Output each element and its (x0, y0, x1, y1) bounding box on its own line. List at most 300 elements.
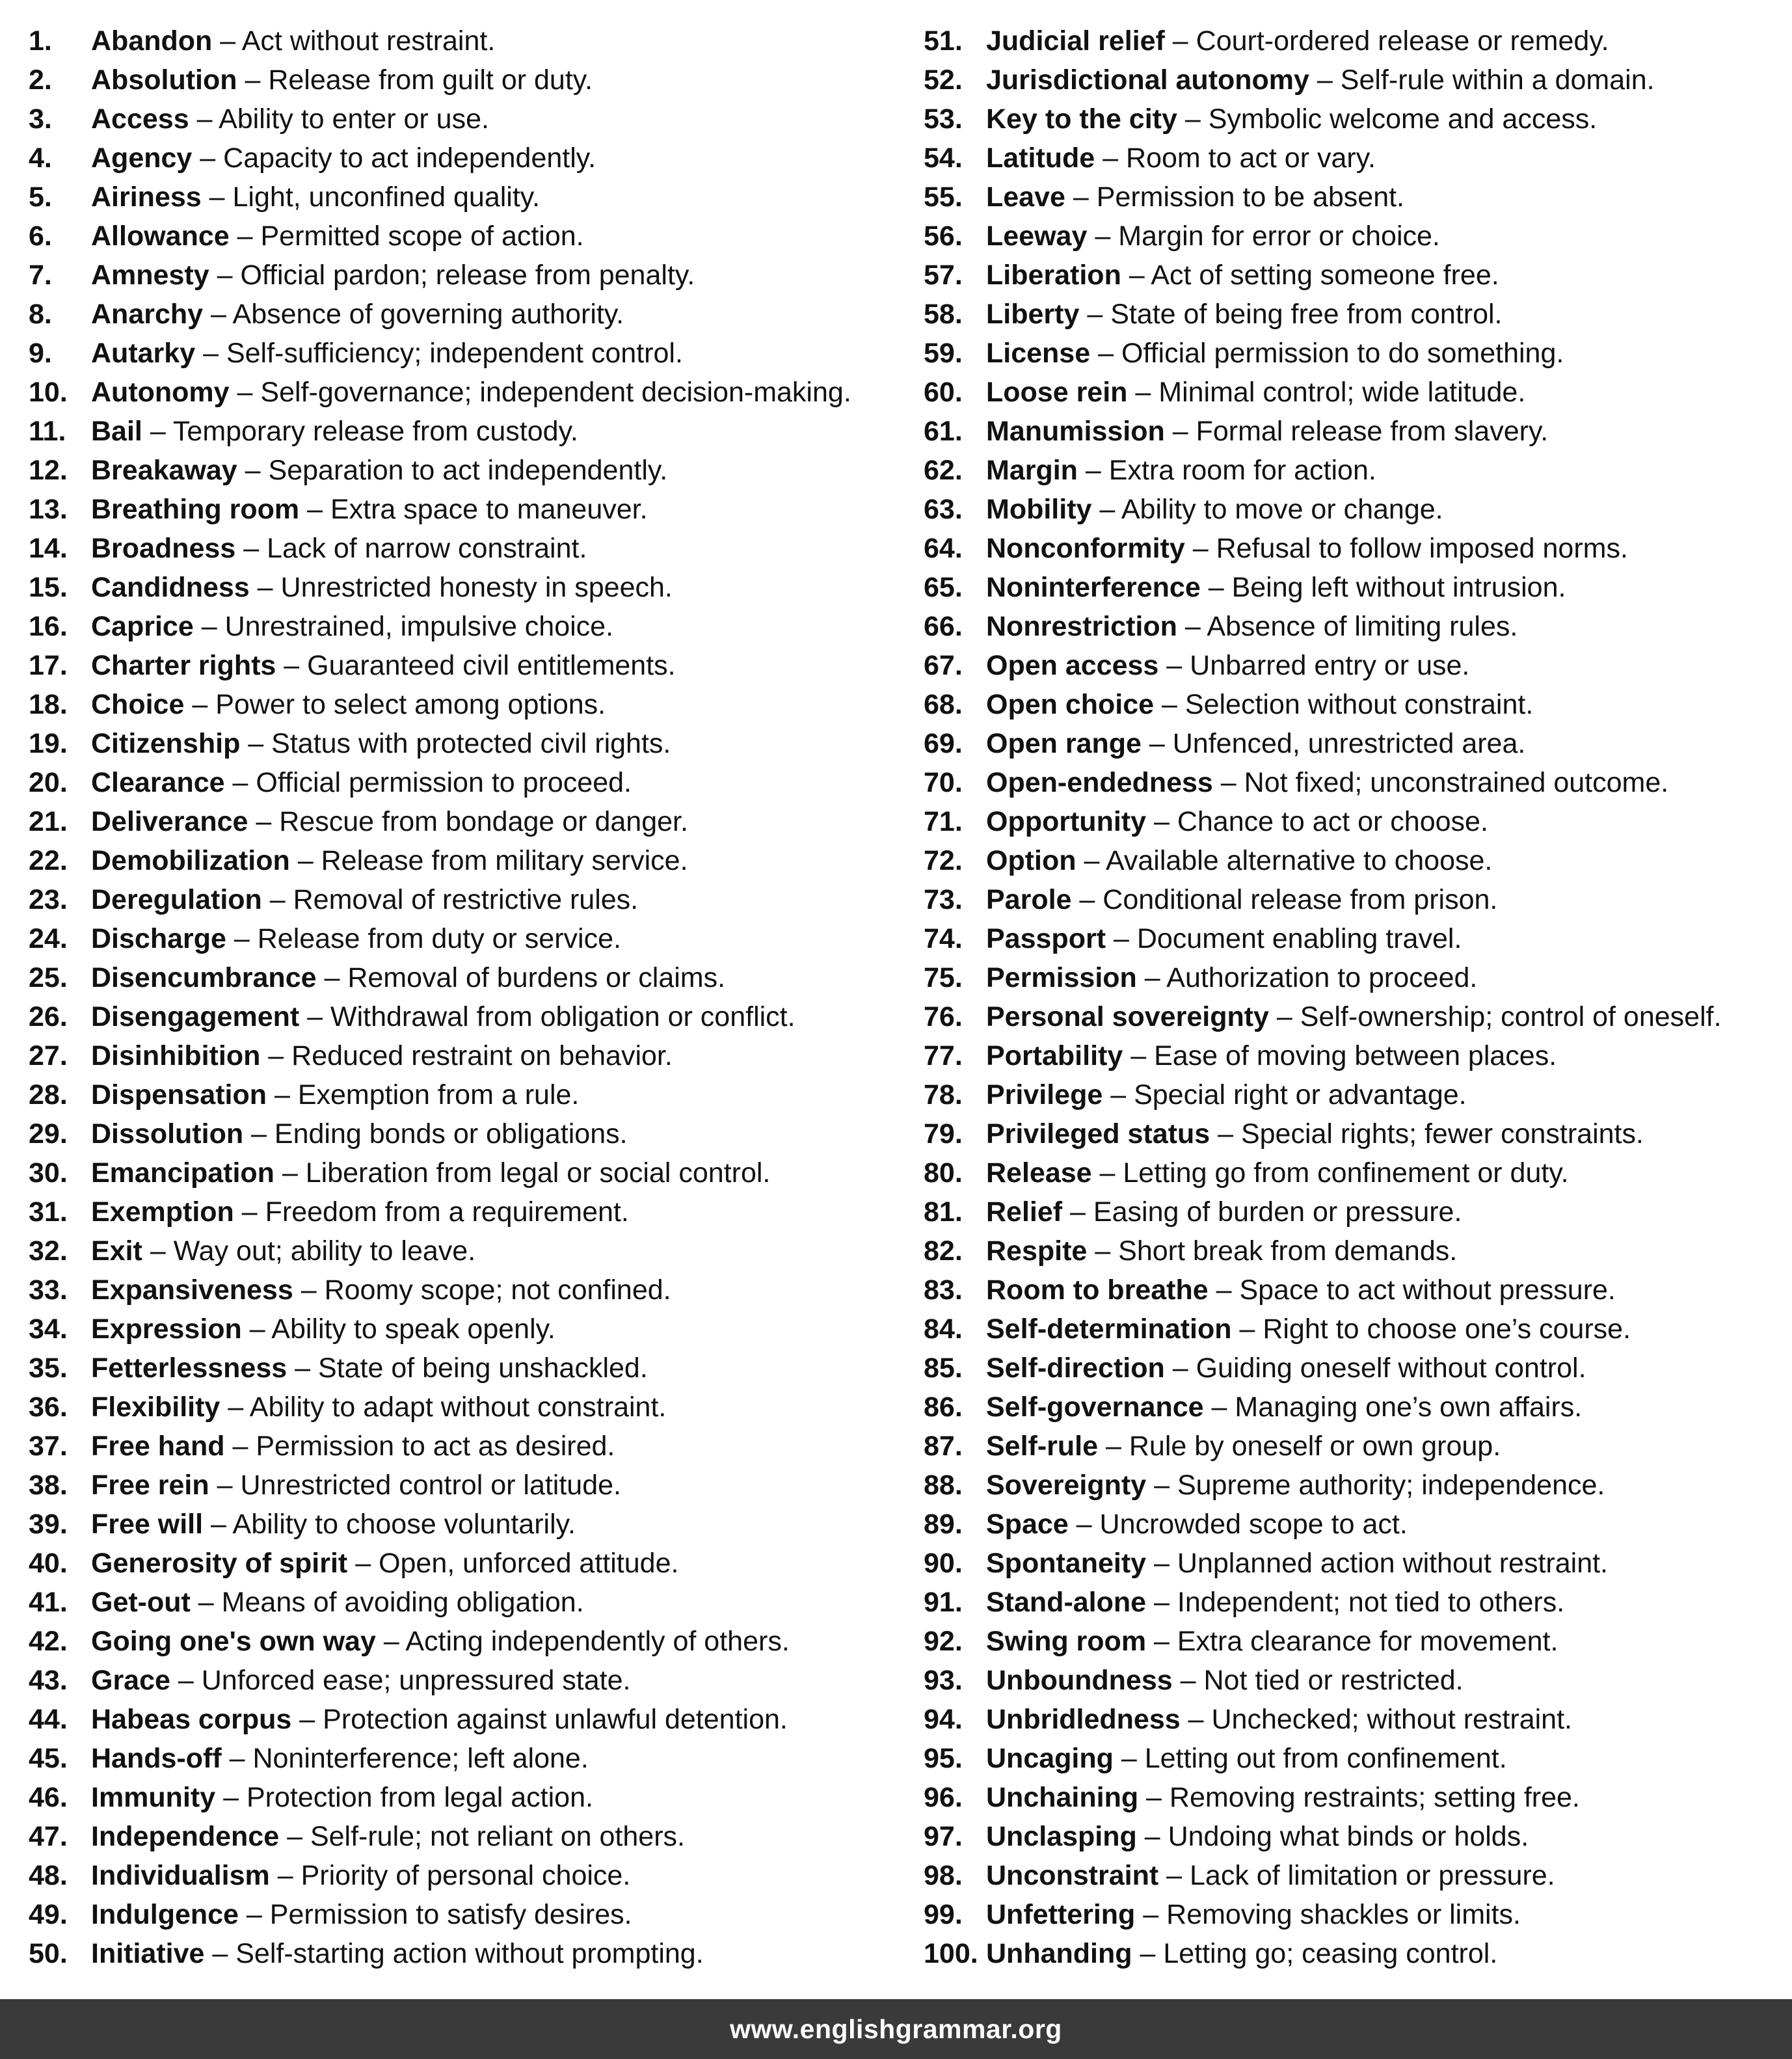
item-separator: – (1146, 806, 1177, 837)
item-term: Disencumbrance (91, 962, 317, 993)
item-definition: Symbolic welcome and access. (1208, 103, 1598, 135)
item-separator: – (1065, 182, 1097, 213)
item-number: 37. (29, 1431, 68, 1462)
item-term: Choice (91, 689, 185, 720)
item-definition: Guiding oneself without control. (1196, 1352, 1586, 1384)
item-term: Caprice (91, 611, 194, 642)
item-definition: Refusal to follow imposed norms. (1216, 533, 1628, 564)
list-item (29, 997, 894, 1036)
item-term: Open-endedness (986, 767, 1213, 798)
item-term: Mobility (986, 494, 1092, 525)
list-item (924, 802, 1789, 841)
item-term: Manumission (986, 416, 1165, 447)
item-definition: Short break from demands. (1118, 1235, 1458, 1267)
item-number: 35. (29, 1352, 68, 1384)
item-number: 18. (29, 689, 68, 720)
item-number: 69. (924, 728, 963, 759)
list-item (29, 1622, 894, 1661)
list-item (29, 1427, 894, 1466)
item-text (91, 1583, 584, 1622)
item-separator: – (1113, 1743, 1145, 1774)
list-item (924, 334, 1789, 373)
list-item (29, 529, 894, 568)
item-separator: – (215, 1782, 247, 1813)
item-definition: State of being unshackled. (317, 1352, 648, 1384)
item-definition: Managing one’s own affairs. (1235, 1392, 1583, 1423)
item-term: License (986, 338, 1091, 369)
item-number: 75. (924, 962, 963, 993)
item-text (91, 841, 688, 880)
item-term: Room to breathe (986, 1274, 1209, 1306)
item-term: Disinhibition (91, 1040, 261, 1071)
item-term: Initiative (91, 1938, 205, 1969)
list-item (924, 1153, 1789, 1192)
item-term: Sovereignty (986, 1470, 1147, 1501)
list-item (924, 217, 1789, 256)
item-term: Deliverance (91, 806, 248, 837)
item-term: Space (986, 1509, 1069, 1540)
item-text (986, 490, 1443, 529)
item-separator: – (224, 1431, 256, 1462)
item-term: Respite (986, 1235, 1088, 1267)
item-term: Demobilization (91, 845, 290, 876)
item-separator: – (276, 650, 308, 681)
item-separator: – (1154, 689, 1185, 720)
item-number: 14. (29, 533, 68, 564)
item-number: 20. (29, 767, 68, 798)
item-term: Free rein (91, 1470, 209, 1501)
list-item (29, 1075, 894, 1114)
item-definition: Ability to enter or use. (219, 103, 489, 135)
list-item (924, 61, 1789, 100)
item-number: 51. (924, 25, 963, 57)
item-text (986, 1271, 1616, 1310)
item-definition: Release from guilt or duty. (268, 64, 593, 96)
item-text (91, 139, 596, 178)
item-text (986, 1231, 1457, 1271)
item-term: Access (91, 103, 189, 135)
item-separator: – (1231, 1313, 1263, 1345)
list-item (924, 724, 1789, 763)
list-item (924, 1895, 1789, 1934)
item-number: 95. (924, 1743, 963, 1774)
item-term: Unhanding (986, 1938, 1132, 1969)
item-text (986, 139, 1376, 178)
item-definition: Absence of limiting rules. (1207, 611, 1518, 642)
item-number: 13. (29, 494, 68, 525)
item-separator: – (1180, 1704, 1212, 1735)
item-separator: – (1136, 1821, 1168, 1852)
item-text (91, 1778, 593, 1817)
item-definition: Uncrowded scope to act. (1099, 1509, 1408, 1540)
list-item (924, 21, 1789, 61)
item-separator: – (212, 25, 242, 57)
item-definition: Supreme authority; independence. (1177, 1470, 1605, 1501)
item-definition: Self-rule within a domain. (1340, 64, 1655, 96)
item-term: Liberty (986, 299, 1080, 330)
item-number: 73. (924, 884, 963, 915)
item-separator: – (1127, 377, 1159, 408)
list-item (29, 1466, 894, 1505)
item-term: Unboundness (986, 1665, 1173, 1696)
item-number: 63. (924, 494, 963, 525)
item-term: Option (986, 845, 1077, 876)
item-definition: Light, unconfined quality. (232, 182, 541, 213)
item-definition: Self-rule; not reliant on others. (310, 1821, 685, 1852)
list-item (29, 1310, 894, 1349)
item-term: Nonrestriction (986, 611, 1177, 642)
item-definition: Self-sufficiency; independent control. (226, 338, 683, 369)
item-separator: – (1203, 1392, 1235, 1423)
item-term: Noninterference (986, 572, 1201, 603)
item-number: 9. (29, 338, 52, 369)
item-term: Opportunity (986, 806, 1147, 837)
item-text (986, 21, 1609, 61)
item-number: 10. (29, 377, 68, 408)
item-term: Dispensation (91, 1079, 267, 1110)
list-item (29, 334, 894, 373)
list-item (29, 451, 894, 490)
item-separator: – (237, 64, 269, 96)
list-item (29, 1895, 894, 1934)
item-term: Clearance (91, 767, 225, 798)
item-definition: Self-governance; independent decision-making. (260, 377, 851, 408)
item-term: Latitude (986, 142, 1095, 174)
list-item (924, 1583, 1789, 1622)
item-term: Going one's own way (91, 1626, 376, 1657)
item-definition: Priority of personal choice. (301, 1860, 631, 1891)
item-separator: – (1087, 221, 1119, 252)
item-text (986, 1036, 1557, 1075)
item-separator: – (1164, 25, 1196, 57)
list-item (29, 490, 894, 529)
item-definition: Protection against unlawful detention. (323, 1704, 788, 1735)
item-number: 50. (29, 1938, 68, 1969)
item-term: Privilege (986, 1079, 1103, 1110)
item-text (91, 334, 683, 373)
list-item (924, 880, 1789, 919)
list-item (29, 919, 894, 958)
item-separator: – (1095, 142, 1127, 174)
item-text (986, 919, 1462, 958)
item-term: Open choice (986, 689, 1155, 720)
item-separator: – (237, 455, 269, 486)
item-text (91, 724, 671, 763)
word-list-column-left (29, 21, 894, 1973)
item-number: 8. (29, 299, 52, 330)
list-item (924, 646, 1789, 685)
item-definition: Available alternative to choose. (1105, 845, 1493, 876)
item-definition: Official permission to proceed. (256, 767, 632, 798)
list-item (924, 1700, 1789, 1739)
item-definition: Official permission to do something. (1121, 338, 1564, 369)
item-term: Discharge (91, 923, 226, 954)
item-text (986, 1544, 1608, 1583)
item-number: 43. (29, 1665, 68, 1696)
item-term: Autonomy (91, 377, 230, 408)
item-text (986, 841, 1492, 880)
item-text (986, 724, 1525, 763)
item-text (91, 997, 796, 1036)
item-separator: – (1106, 923, 1137, 954)
item-text (986, 295, 1503, 334)
item-term: Exit (91, 1235, 142, 1267)
item-text (986, 1192, 1462, 1231)
list-item (29, 21, 894, 61)
item-text (986, 763, 1668, 802)
item-definition: Removing restraints; setting free. (1169, 1782, 1580, 1813)
item-number: 97. (924, 1821, 963, 1852)
list-item (29, 841, 894, 880)
item-term: Generosity of spirit (91, 1548, 348, 1579)
item-text (91, 958, 725, 997)
item-definition: Ability to speak openly. (271, 1313, 555, 1345)
item-term: Unclasping (986, 1821, 1137, 1852)
item-separator: – (203, 299, 233, 330)
item-text (986, 178, 1404, 217)
item-definition: Right to choose one’s course. (1263, 1313, 1631, 1345)
item-term: Absolution (91, 64, 237, 96)
item-text (91, 1114, 628, 1153)
item-separator: – (289, 845, 321, 876)
item-term: Liberation (986, 260, 1121, 291)
item-number: 24. (29, 923, 68, 954)
list-item (29, 1583, 894, 1622)
item-number: 38. (29, 1470, 68, 1501)
list-item (29, 1349, 894, 1388)
item-number: 85. (924, 1352, 963, 1384)
list-item (29, 139, 894, 178)
item-number: 11. (29, 416, 66, 447)
item-definition: Ability to choose voluntarily. (232, 1509, 576, 1540)
list-item (29, 178, 894, 217)
item-text (91, 1036, 673, 1075)
list-item (924, 958, 1789, 997)
list-item (29, 1036, 894, 1075)
item-text (986, 1583, 1564, 1622)
list-item (924, 1075, 1789, 1114)
item-text (91, 1388, 666, 1427)
item-separator: – (235, 533, 267, 564)
item-text (91, 607, 613, 646)
item-definition: Special right or advantage. (1134, 1079, 1467, 1110)
item-separator: – (287, 1352, 318, 1384)
item-definition: Freedom from a requirement. (265, 1196, 629, 1228)
item-text (91, 412, 578, 451)
item-term: Individualism (91, 1860, 270, 1891)
item-definition: Protection from legal action. (246, 1782, 593, 1813)
item-definition: Not fixed; unconstrained outcome. (1244, 767, 1669, 798)
list-item (924, 1661, 1789, 1700)
list-item (924, 256, 1789, 295)
item-number: 41. (29, 1587, 68, 1618)
item-separator: – (1172, 1665, 1204, 1696)
item-definition: Unplanned action without restraint. (1177, 1548, 1609, 1579)
item-definition: Room to act or vary. (1126, 142, 1376, 174)
item-term: Broadness (91, 533, 236, 564)
item-separator: – (1146, 1626, 1177, 1657)
item-text (986, 451, 1376, 490)
item-separator: – (1138, 1782, 1170, 1813)
list-item (924, 1427, 1789, 1466)
item-text (986, 646, 1469, 685)
item-separator: – (195, 338, 226, 369)
item-term: Leave (986, 182, 1065, 213)
item-number: 96. (924, 1782, 963, 1813)
list-item (924, 1817, 1789, 1856)
item-term: Dissolution (91, 1118, 244, 1150)
item-definition: Space to act without pressure. (1239, 1274, 1616, 1306)
item-text (986, 1153, 1569, 1192)
item-text (986, 529, 1628, 568)
item-number: 1. (29, 25, 52, 57)
item-number: 92. (924, 1626, 963, 1657)
item-number: 72. (924, 845, 963, 876)
item-definition: Undoing what binds or holds. (1168, 1821, 1529, 1852)
item-text (91, 1231, 475, 1271)
item-separator: – (1136, 962, 1167, 993)
item-text (986, 802, 1488, 841)
item-separator: – (1076, 845, 1106, 876)
item-text (91, 1934, 704, 1973)
item-number: 6. (29, 221, 52, 252)
list-item (924, 373, 1789, 412)
list-item (924, 1388, 1789, 1427)
item-number: 76. (924, 1001, 963, 1032)
item-separator: – (299, 1001, 331, 1032)
item-definition: Ability to move or change. (1121, 494, 1443, 525)
item-separator: – (229, 221, 261, 252)
item-separator: – (209, 260, 241, 291)
item-separator: – (189, 103, 219, 135)
list-item (924, 1231, 1789, 1271)
item-number: 19. (29, 728, 68, 759)
item-text (986, 1466, 1605, 1505)
item-term: Get-out (91, 1587, 191, 1618)
item-separator: – (293, 1274, 325, 1306)
item-definition: Removal of restrictive rules. (293, 884, 639, 915)
item-number: 82. (924, 1235, 963, 1267)
item-term: Margin (986, 455, 1078, 486)
list-item (924, 1271, 1789, 1310)
item-term: Free hand (91, 1431, 225, 1462)
item-separator: – (193, 611, 225, 642)
item-definition: Extra room for action. (1108, 455, 1376, 486)
item-number: 61. (924, 416, 963, 447)
list-item (924, 1856, 1789, 1895)
item-number: 28. (29, 1079, 68, 1110)
item-separator: – (1121, 260, 1151, 291)
item-definition: Acting independently of others. (405, 1626, 790, 1657)
item-separator: – (347, 1548, 379, 1579)
item-definition: Liberation from legal or social control. (305, 1157, 771, 1189)
item-term: Candidness (91, 572, 250, 603)
item-separator: – (261, 884, 293, 915)
item-definition: Unfenced, unrestricted area. (1172, 728, 1526, 759)
list-item (29, 1778, 894, 1817)
item-term: Portability (986, 1040, 1123, 1071)
item-term: Amnesty (91, 260, 209, 291)
list-item (29, 1505, 894, 1544)
item-term: Emancipation (91, 1157, 274, 1189)
list-item (924, 1739, 1789, 1778)
item-separator: – (192, 142, 224, 174)
item-separator: – (1098, 1431, 1129, 1462)
item-term: Leeway (986, 221, 1088, 252)
list-item (924, 1192, 1789, 1231)
item-text (986, 1700, 1572, 1739)
item-term: Passport (986, 923, 1106, 954)
item-number: 34. (29, 1313, 68, 1345)
list-item (29, 724, 894, 763)
item-text (91, 919, 621, 958)
item-separator: – (279, 1821, 310, 1852)
list-item (924, 763, 1789, 802)
item-term: Habeas corpus (91, 1704, 292, 1735)
item-text (986, 1661, 1464, 1700)
list-item (29, 802, 894, 841)
item-number: 30. (29, 1157, 68, 1189)
item-number: 5. (29, 182, 52, 213)
item-separator: – (1079, 299, 1111, 330)
item-separator: – (1146, 1548, 1177, 1579)
item-definition: Permission to satisfy desires. (269, 1899, 632, 1930)
list-item (924, 1934, 1789, 1973)
item-separator: – (1158, 650, 1190, 681)
list-item (29, 1700, 894, 1739)
item-separator: – (142, 1235, 174, 1267)
item-separator: – (1268, 1001, 1300, 1032)
item-number: 83. (924, 1274, 963, 1306)
item-separator: – (299, 494, 330, 525)
list-item (29, 1739, 894, 1778)
item-separator: – (267, 1079, 298, 1110)
item-definition: Reduced restraint on behavior. (291, 1040, 673, 1071)
item-definition: Status with protected civil rights. (271, 728, 671, 759)
item-definition: Document enabling travel. (1136, 923, 1462, 954)
item-text (91, 1856, 630, 1895)
item-number: 23. (29, 884, 68, 915)
item-definition: Conditional release from prison. (1103, 884, 1498, 915)
item-separator: – (1146, 1587, 1177, 1618)
item-definition: Margin for error or choice. (1118, 221, 1440, 252)
item-number: 78. (924, 1079, 963, 1110)
word-list-column-right (924, 21, 1789, 1973)
item-number: 58. (924, 299, 963, 330)
item-number: 46. (29, 1782, 68, 1813)
list-item (29, 1817, 894, 1856)
list-item (29, 373, 894, 412)
item-term: Breakaway (91, 455, 237, 486)
item-definition: Removal of burdens or claims. (347, 962, 726, 993)
list-item (29, 1934, 894, 1973)
item-number: 87. (924, 1431, 963, 1462)
item-text (91, 1895, 632, 1934)
item-number: 29. (29, 1118, 68, 1150)
item-separator: – (1200, 572, 1232, 603)
list-item (29, 958, 894, 997)
item-text (91, 61, 593, 100)
list-item (924, 295, 1789, 334)
list-item (924, 139, 1789, 178)
item-number: 52. (924, 64, 963, 96)
list-item (924, 919, 1789, 958)
item-separator: – (1210, 1118, 1241, 1150)
item-term: Self-direction (986, 1352, 1165, 1384)
footer-url[interactable]: www.englishgrammar.org (730, 2013, 1062, 2044)
item-number: 56. (924, 221, 963, 252)
item-definition: Official pardon; release from penalty. (240, 260, 695, 291)
